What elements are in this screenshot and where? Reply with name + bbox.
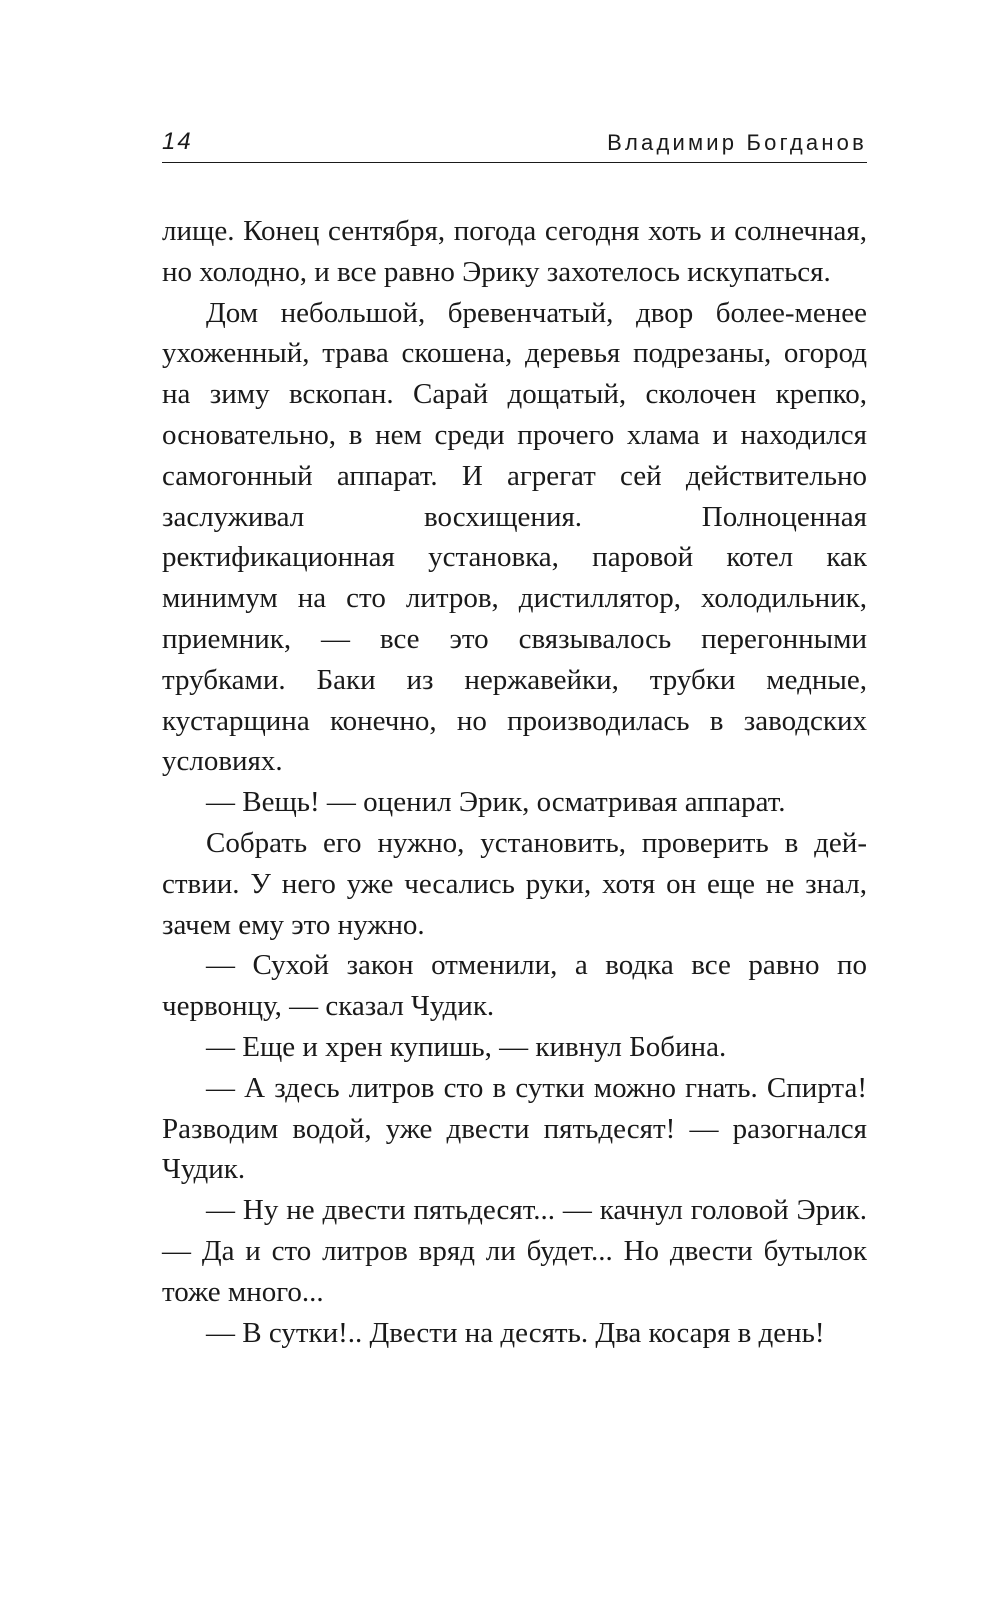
body-text	[162, 211, 867, 1353]
paragraph: Собрать его нужно, установить, проверить в действии. У него уже чесались руки, хотя он еще не знал, зачем ему это нужно.	[162, 826, 867, 941]
dialogue-line: — Сухой закон отменили, а водка все равно по червонцу, — сказал Чудик.	[162, 949, 867, 1023]
author-name: Владимир Богданов	[607, 130, 867, 155]
page-number: 14	[162, 128, 193, 155]
dialogue-line: — Вещь! — оценил Эрик, осматривая аппарат.	[206, 786, 786, 819]
paragraph: Дом небольшой, бревенчатый, двор более-менее ухоженный, трава скошена, деревья подрезаны, огород на зиму вскопан. Сарай дощатый, сколочен крепко, основательно, в нем среди прочего хлама и находился самогонный аппарат. И агрегат сей действительно заслуживал восхищения. Полноценная ректификационная установка, паровой котел как минимум на сто литров, дистиллятор, холодильник, приемник, — все это связывалось перегонными трубками. Баки из нержавейки, трубки медные, кустарщина конечно, но производилась в заводских условиях.	[162, 296, 867, 778]
dialogue-line: — В сутки!.. Двести на десять. Два косаря в день!	[206, 1316, 825, 1349]
book-page	[162, 0, 867, 1616]
dialogue-line: — А здесь литров сто в сутки можно гнать. Спирта! Разводим водой, уже двести пятьдесят! — разогнался Чудик.	[162, 1071, 867, 1186]
running-header	[162, 128, 867, 163]
dialogue-line: — Ну не двести пятьдесят... — качнул головой Эрик. — Да и сто литров вряд ли будет... Но двести бутылок тоже много...	[162, 1194, 867, 1308]
dialogue-line: — Еще и хрен купишь, — кивнул Бобина.	[206, 1030, 727, 1063]
paragraph: лище. Конец сентября, погода сегодня хоть и солнечная, но холодно, и все равно Эрику захотелось искупаться.	[162, 215, 867, 288]
